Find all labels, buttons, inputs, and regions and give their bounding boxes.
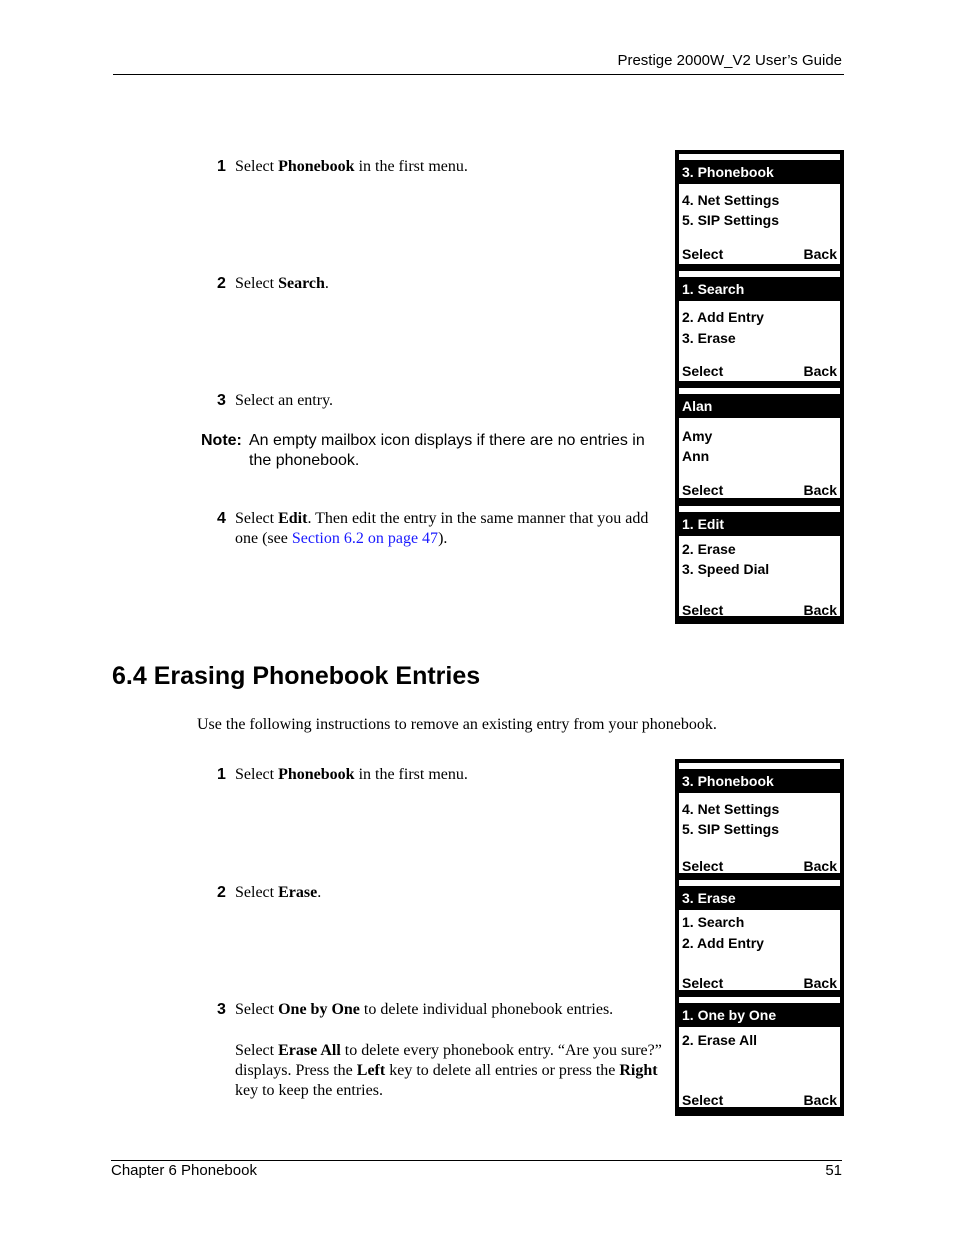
softkey-select: Select bbox=[682, 602, 724, 618]
footer-rule bbox=[111, 1160, 842, 1161]
step-number: 1 bbox=[217, 766, 226, 783]
page-number: 51 bbox=[825, 1162, 842, 1179]
phone-screen bbox=[679, 154, 840, 264]
ui-term: One by One bbox=[278, 1001, 360, 1018]
menu-option: Ann bbox=[682, 448, 710, 464]
menu-option: 2. Add Entry bbox=[682, 935, 764, 951]
selected-menu-item: 1. Edit bbox=[679, 512, 840, 536]
phone-screen bbox=[679, 763, 840, 873]
softkey-select: Select bbox=[682, 363, 724, 379]
ui-term: Search bbox=[278, 275, 325, 292]
ui-term: Left bbox=[356, 1062, 386, 1079]
softkey-select: Select bbox=[682, 975, 724, 991]
menu-option: 3. Speed Dial bbox=[682, 561, 770, 577]
selected-menu-item: 1. Search bbox=[679, 277, 840, 301]
softkey-select: Select bbox=[682, 482, 724, 498]
edit-step-3: 3 Select an entry. bbox=[217, 392, 334, 409]
menu-option: 5. SIP Settings bbox=[682, 212, 779, 228]
step-number: 4 bbox=[217, 510, 226, 527]
step-number: 3 bbox=[217, 1001, 226, 1018]
softkey-back: Back bbox=[803, 602, 837, 618]
step-number: 1 bbox=[217, 158, 226, 175]
phone-screen bbox=[679, 388, 840, 498]
selected-menu-item: 1. One by One bbox=[679, 1003, 840, 1027]
edit-step-4: 4 Select Edit. Then edit the entry in the same manner that you add one (see Section 6.2 on page 47). bbox=[217, 510, 649, 547]
phone-screen bbox=[679, 997, 840, 1107]
ui-term: Phonebook bbox=[278, 158, 355, 175]
phone-screens-erase bbox=[675, 759, 844, 1116]
step-number: 2 bbox=[217, 275, 226, 292]
selected-menu-item: 3. Phonebook bbox=[679, 160, 840, 184]
note bbox=[201, 431, 671, 471]
section-intro: Use the following instructions to remove an existing entry from your phonebook. bbox=[197, 716, 717, 733]
phone-screens-edit bbox=[675, 150, 844, 624]
menu-option: 3. Erase bbox=[682, 330, 736, 346]
phone-screen bbox=[679, 506, 840, 616]
note-label: Note: bbox=[201, 432, 242, 449]
softkey-back: Back bbox=[803, 1092, 837, 1108]
menu-option: 4. Net Settings bbox=[682, 192, 780, 208]
ui-term: Erase bbox=[278, 884, 318, 901]
selected-menu-item: Alan bbox=[679, 394, 840, 418]
selected-menu-item: 3. Phonebook bbox=[679, 769, 840, 793]
edit-step-2: 2 Select Search. bbox=[217, 275, 329, 292]
softkey-back: Back bbox=[803, 246, 837, 262]
step-number: 3 bbox=[217, 392, 226, 409]
phone-screen bbox=[679, 271, 840, 381]
selected-menu-item: 3. Erase bbox=[679, 886, 840, 910]
softkey-back: Back bbox=[803, 975, 837, 991]
softkey-select: Select bbox=[682, 858, 724, 874]
softkey-back: Back bbox=[803, 482, 837, 498]
softkey-select: Select bbox=[682, 246, 724, 262]
menu-option: 1. Search bbox=[682, 914, 745, 930]
menu-option: Amy bbox=[682, 428, 713, 444]
note-text: An empty mailbox icon displays if there are no entries in the phonebook. bbox=[249, 432, 645, 469]
ui-term: Edit bbox=[278, 510, 308, 527]
erase-step-1: 1 Select Phonebook in the first menu. bbox=[217, 766, 468, 783]
ui-term: Phonebook bbox=[278, 766, 355, 783]
softkey-select: Select bbox=[682, 1092, 724, 1108]
erase-step-3: 3 Select One by One to delete individual phonebook entries. Select Erase All to delete every phonebook entry. “Are you sure?” displays. Press the Left key to delete all entries or press the Right key to keep the entries. bbox=[217, 1001, 662, 1099]
erase-step-2: 2 Select Erase. bbox=[217, 884, 322, 901]
edit-step-1: 1 Select Phonebook in the first menu. bbox=[217, 158, 468, 175]
running-header: Prestige 2000W_V2 User’s Guide bbox=[617, 52, 842, 69]
ui-term: Right bbox=[619, 1062, 658, 1079]
menu-option: 2. Erase All bbox=[682, 1032, 757, 1048]
phone-screen bbox=[679, 880, 840, 990]
softkey-back: Back bbox=[803, 858, 837, 874]
ui-term: Erase All bbox=[278, 1042, 341, 1059]
section-heading: 6.4 Erasing Phonebook Entries bbox=[112, 662, 481, 690]
menu-option: 2. Erase bbox=[682, 541, 736, 557]
header-rule bbox=[113, 74, 844, 75]
menu-option: 2. Add Entry bbox=[682, 309, 764, 325]
section-link[interactable]: Section 6.2 on page 47 bbox=[291, 530, 439, 547]
footer-chapter: Chapter 6 Phonebook bbox=[111, 1162, 257, 1179]
menu-option: 5. SIP Settings bbox=[682, 821, 779, 837]
softkey-back: Back bbox=[803, 363, 837, 379]
step-number: 2 bbox=[217, 884, 226, 901]
menu-option: 4. Net Settings bbox=[682, 801, 780, 817]
